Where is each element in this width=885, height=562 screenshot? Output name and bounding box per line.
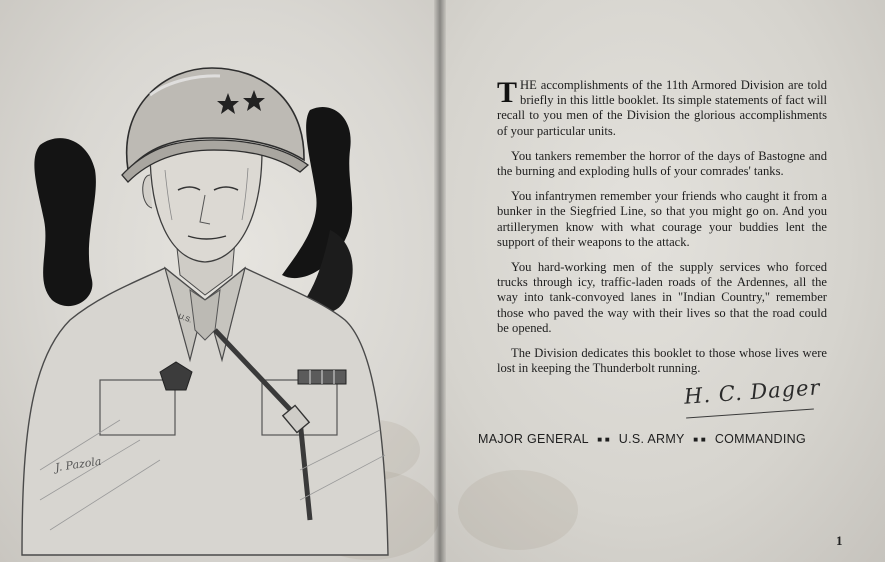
paragraph-supply: You hard-working men of the supply services who forced trucks through icy, traffic-laden roads of the Ardennes, all the way into tank-convoyed lanes in "Indian Country," remember those who paved the way with their lives so that the road could be opened. (497, 260, 827, 335)
page-number: 1 (836, 533, 843, 548)
paragraph-dedication: The Division dedicates this booklet to those whose lives were lost in keeping the Thunderbolt running. (497, 346, 827, 376)
book-gutter (434, 0, 446, 562)
rank-major-general: MAJOR GENERAL (478, 432, 589, 446)
commander-signature: H. C. Dager (683, 375, 822, 409)
drop-cap: T (497, 76, 518, 109)
separator-dots: ■ ■ (597, 435, 610, 445)
collar-insignia: U.S. (177, 313, 193, 325)
rank-us-army: U.S. ARMY (618, 432, 685, 446)
separator-dots: ■ ■ (693, 435, 707, 445)
general-face (150, 150, 262, 262)
paragraph-tankers: You tankers remember the horror of the days of Bastogne and the burning and exploding hulls of your comrades' tanks. (497, 148, 827, 179)
water-stain (458, 470, 578, 550)
left-page (0, 0, 438, 562)
rank-line (478, 432, 848, 446)
ink-shadow-left (34, 138, 96, 306)
dedication-text (497, 78, 827, 386)
paragraph-intro: THE accomplishments of the 11th Armored Division are told briefly in this little booklet. Its simple statements of fact will recall to you men of the Division the glorious accomplishments of your particular units. (497, 76, 827, 138)
artist-signature: J. Pazola (54, 454, 103, 475)
paragraph-infantrymen: You infantrymen remember your friends who caught it from a bunker in the Siegfried Line, so that you might go on. And you artillerymen know with what courage your buddies lent the support of their weapons to the attack. (497, 189, 827, 249)
general-portrait (0, 0, 438, 562)
rank-commanding: COMMANDING (714, 432, 807, 446)
